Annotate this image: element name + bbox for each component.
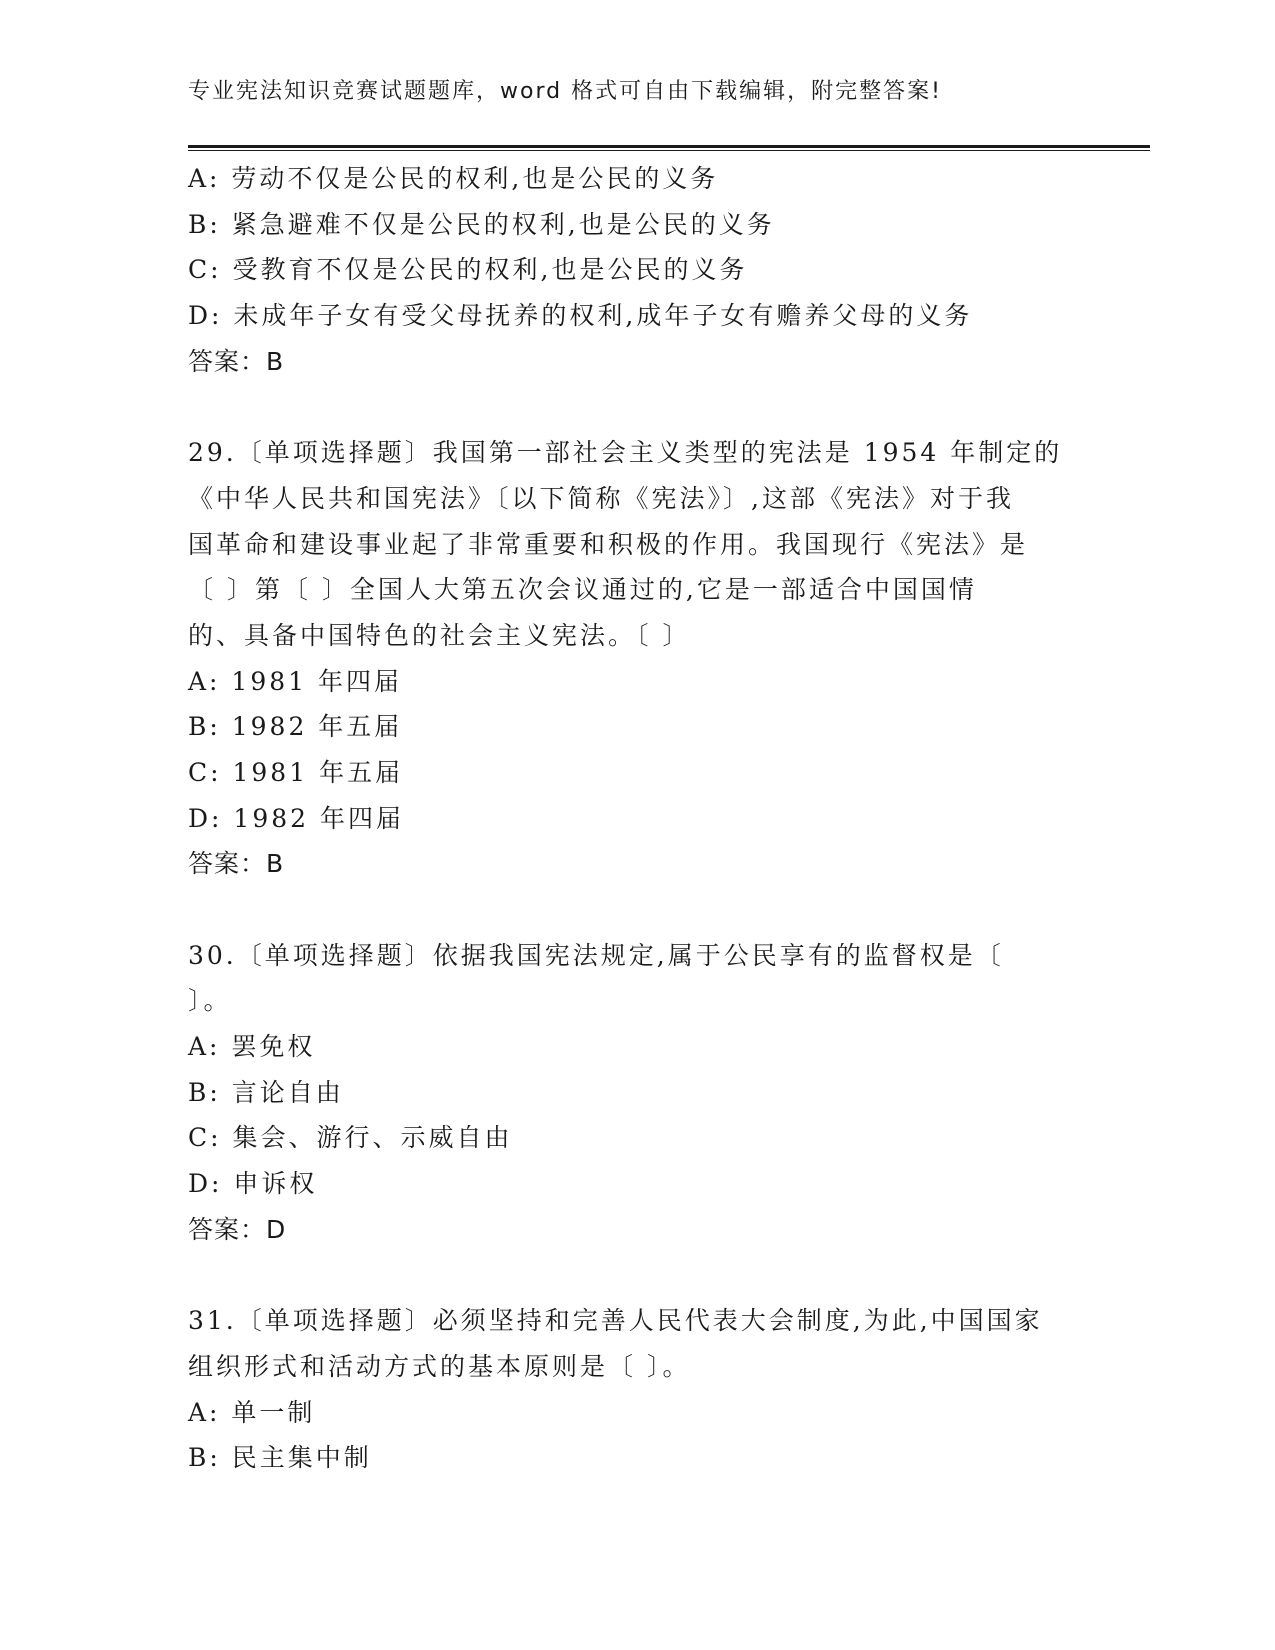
question-31	[188, 1298, 1088, 1481]
option-b: B: 言论自由	[188, 1077, 344, 1107]
header-rule-thick	[188, 145, 1150, 148]
option-d: D: 未成年子女有受父母抚养的权利,成年子女有赡养父母的义务	[188, 301, 973, 331]
answer-line: 答案：B	[188, 346, 285, 376]
option-c: C: 集会、游行、示威自由	[188, 1123, 513, 1153]
option-b: B: 紧急避难不仅是公民的权利,也是公民的义务	[188, 209, 775, 239]
question-stem-line: 29.〔单项选择题〕我国第一部社会主义类型的宪法是 1954 年制定的	[188, 438, 1063, 468]
spacer	[188, 1253, 1088, 1299]
question-29	[188, 430, 1088, 887]
option-d: D: 申诉权	[188, 1169, 318, 1199]
option-a: A: 1981 年四届	[188, 666, 402, 696]
option-c: C: 1981 年五届	[188, 757, 404, 787]
option-c: C: 受教育不仅是公民的权利,也是公民的义务	[188, 255, 748, 285]
question-stem-line: 的、具备中国特色的社会主义宪法。〔 〕	[188, 620, 691, 650]
question-30	[188, 933, 1088, 1253]
option-a: A: 劳动不仅是公民的权利,也是公民的义务	[188, 164, 719, 193]
question-stem-line: 〔 〕第〔 〕全国人大第五次会议通过的,它是一部适合中国国情	[188, 575, 977, 605]
question-stem-line: 组织形式和活动方式的基本原则是〔 〕。	[188, 1351, 691, 1381]
option-a: A: 单一制	[188, 1397, 316, 1427]
page-header: 专业宪法知识竞赛试题题库，word 格式可自由下载编辑，附完整答案!	[188, 79, 942, 104]
question-stem-line: 国革命和建设事业起了非常重要和积极的作用。我国现行《宪法》是	[188, 529, 1029, 559]
question-stem-line: 30.〔单项选择题〕依据我国宪法规定,属于公民享有的监督权是〔	[188, 940, 1004, 970]
question-stem-line: 《中华人民共和国宪法》〔以下简称《宪法》〕,这部《宪法》对于我	[188, 483, 1014, 513]
header-rule-thin	[188, 150, 1150, 151]
answer-line: 答案：B	[188, 849, 285, 879]
option-b: B: 民主集中制	[188, 1443, 372, 1473]
option-d: D: 1982 年四届	[188, 803, 404, 833]
spacer	[188, 384, 1088, 430]
option-b: B: 1982 年五届	[188, 712, 403, 742]
spacer	[188, 887, 1088, 933]
document-body	[188, 156, 1088, 1481]
question-stem-line: 31.〔单项选择题〕必须坚持和完善人民代表大会制度,为此,中国国家	[188, 1306, 1043, 1336]
question-28-tail	[188, 156, 1088, 384]
question-stem-line: 〕。	[188, 986, 232, 1016]
answer-line: 答案：D	[188, 1214, 287, 1244]
option-a: A: 罢免权	[188, 1032, 316, 1062]
